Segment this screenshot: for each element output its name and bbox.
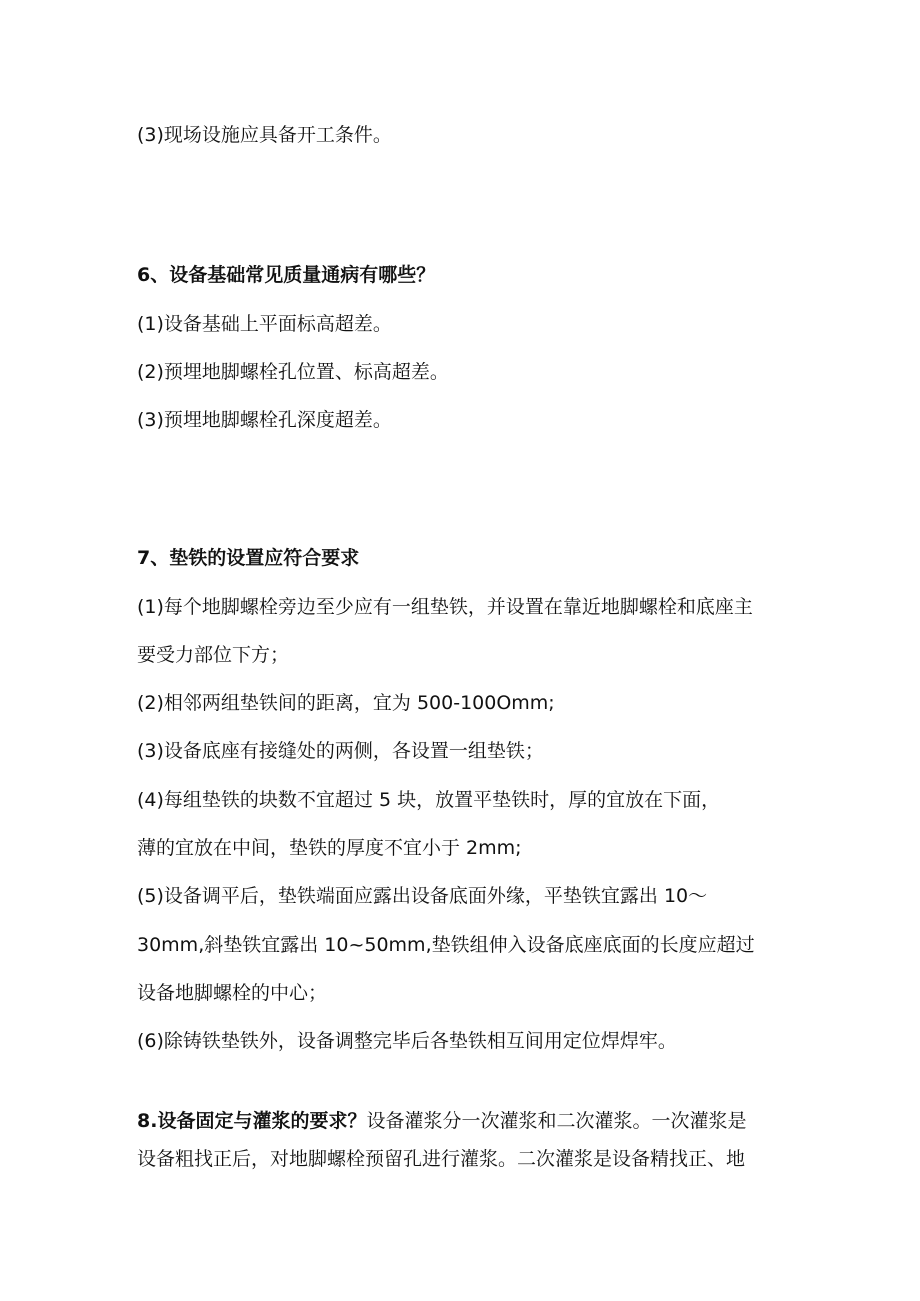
- paragraph-8-text: 设备灌浆分一次灌浆和二次灌浆。一次灌浆是: [366, 1110, 747, 1132]
- text-line: 设备地脚螺栓的中心；: [137, 982, 328, 1004]
- text-line: (4)每组垫铁的块数不宜超过 5 块，放置平垫铁时，厚的宜放在下面，: [137, 789, 721, 811]
- section-heading-8: 8.设备固定与灌浆的要求？: [137, 1110, 367, 1132]
- text-line: (6)除铸铁垫铁外，设备调整完毕后各垫铁相互间用定位焊焊牢。: [137, 1030, 677, 1052]
- text-line: (3)现场设施应具备开工条件。: [137, 124, 392, 146]
- text-line: (2)相邻两组垫铁间的距离，宜为 500-100Omm;: [137, 692, 555, 714]
- text-line: 30mm,斜垫铁宜露出 10~50mm,垫铁组伸入设备底座底面的长度应超过: [137, 934, 755, 956]
- text-line: (3)预埋地脚螺栓孔深度超差。: [137, 409, 392, 431]
- text-line: (3)设备底座有接缝处的两侧，各设置一组垫铁；: [137, 740, 544, 762]
- text-line: (1)每个地脚螺栓旁边至少应有一组垫铁，并设置在靠近地脚螺栓和底座主: [137, 596, 753, 618]
- section-heading-7: 7、垫铁的设置应符合要求: [137, 547, 360, 569]
- text-line: 要受力部位下方；: [137, 644, 290, 666]
- paragraph-8-line: [137, 1108, 746, 1134]
- text-line: (1)设备基础上平面标高超差。: [137, 313, 392, 335]
- text-line: 设备粗找正后，对地脚螺栓预留孔进行灌浆。二次灌浆是设备精找正、地: [137, 1148, 746, 1170]
- section-heading-6: 6、设备基础常见质量通病有哪些？: [137, 264, 436, 286]
- text-line: 薄的宜放在中间，垫铁的厚度不宜小于 2mm;: [137, 837, 522, 859]
- text-line: (2)预埋地脚螺栓孔位置、标高超差。: [137, 361, 449, 383]
- text-line: (5)设备调平后，垫铁端面应露出设备底面外缘，平垫铁宜露出 10〜: [137, 885, 708, 907]
